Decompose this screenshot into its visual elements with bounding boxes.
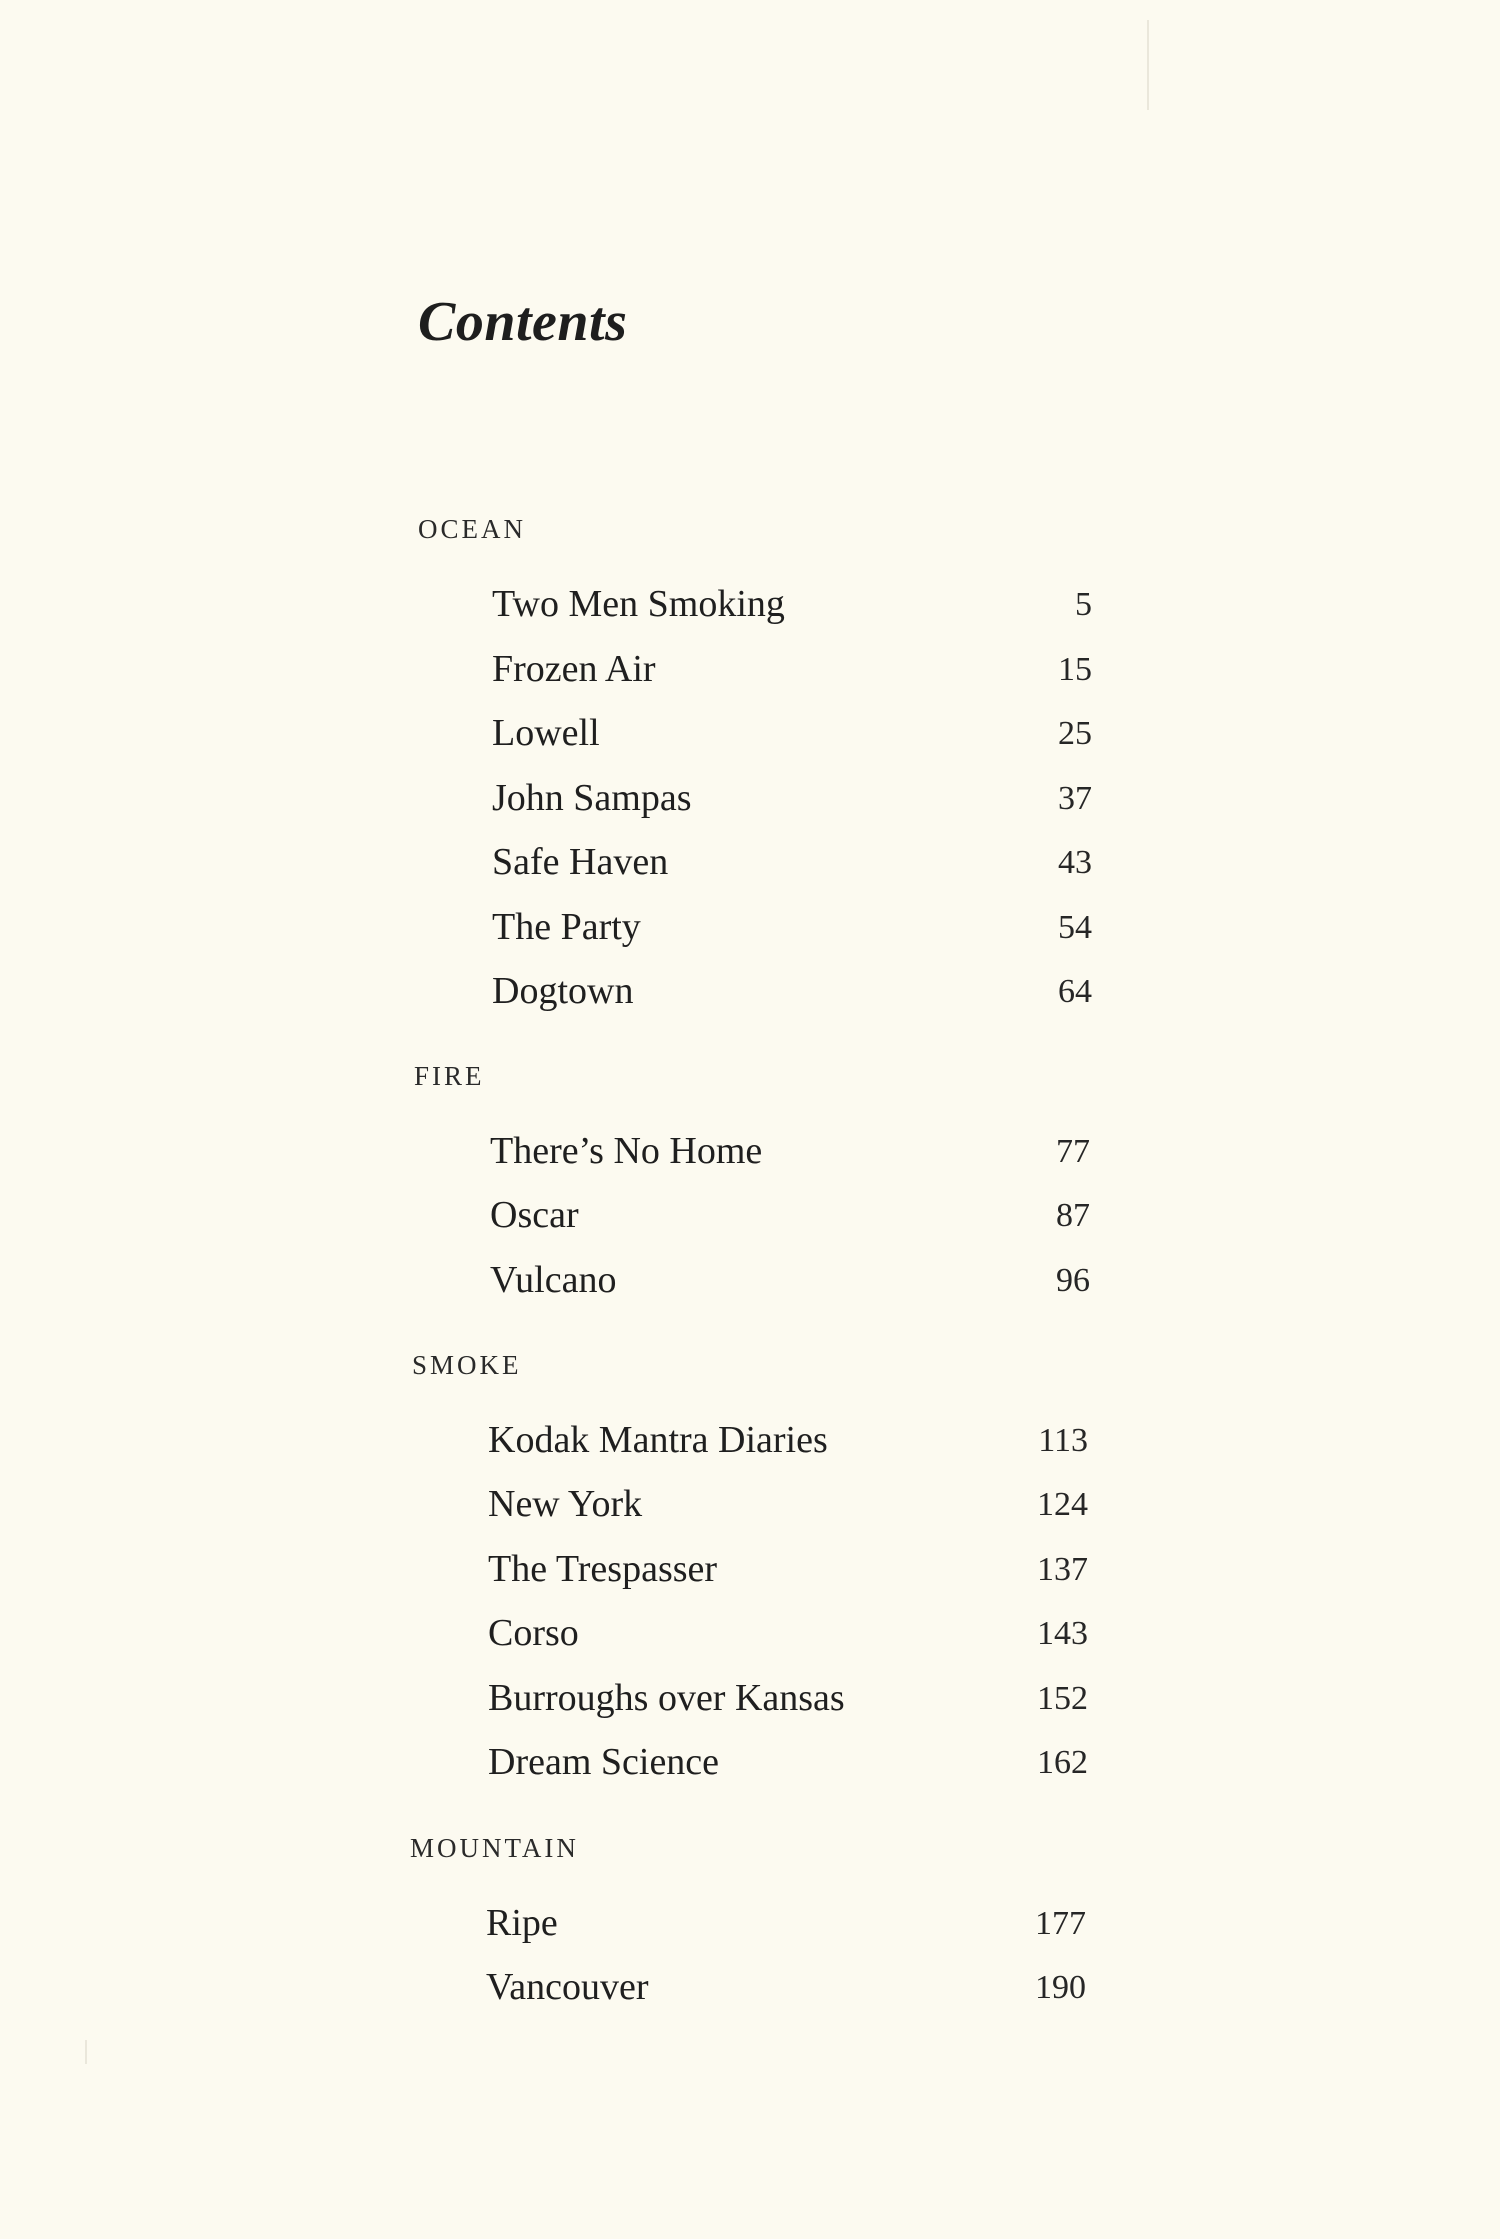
toc-entry[interactable] (492, 711, 1092, 763)
toc-entry-page: 137 (1037, 1551, 1088, 1588)
toc-entry-title: Two Men Smoking (492, 583, 785, 625)
toc-entry[interactable] (486, 1965, 1086, 2017)
section-label-smoke: SMOKE (412, 1350, 522, 1380)
toc-entry[interactable] (488, 1740, 1088, 1792)
paper-speck (1147, 20, 1149, 110)
toc-entry-page: 5 (1075, 586, 1092, 623)
toc-entry-page: 25 (1058, 715, 1092, 752)
section-label-ocean: OCEAN (418, 514, 526, 544)
toc-entry-title: Vulcano (490, 1259, 617, 1301)
toc-entry-title: There’s No Home (490, 1130, 763, 1172)
toc-entry[interactable] (488, 1547, 1088, 1599)
toc-entry-title: Dream Science (488, 1741, 720, 1783)
paper-speck (85, 2040, 87, 2064)
toc-entry-title: The Party (492, 906, 641, 948)
toc-entry-page: 87 (1056, 1197, 1090, 1234)
toc-entry[interactable] (492, 905, 1092, 957)
toc-entry-title: Ripe (486, 1902, 558, 1944)
toc-entry[interactable] (488, 1676, 1088, 1728)
toc-entry-title: Oscar (490, 1194, 579, 1236)
section-label-mountain: MOUNTAIN (410, 1833, 579, 1863)
toc-entry-title: Corso (488, 1612, 579, 1654)
page-title: Contents (418, 291, 628, 353)
toc-entry-page: 77 (1056, 1133, 1090, 1170)
toc-entry-title: The Trespasser (488, 1548, 718, 1590)
toc-entry-title: Burroughs over Kansas (488, 1677, 845, 1719)
section-label-fire: FIRE (414, 1061, 485, 1091)
toc-entry[interactable] (490, 1193, 1090, 1245)
toc-entry[interactable] (488, 1482, 1088, 1534)
toc-entry[interactable] (488, 1418, 1088, 1470)
toc-entry-page: 43 (1058, 844, 1092, 881)
toc-entry[interactable] (492, 969, 1092, 1021)
toc-entry-page: 113 (1038, 1422, 1088, 1459)
toc-entry-title: Frozen Air (492, 648, 656, 690)
toc-entry-page: 15 (1058, 651, 1092, 688)
toc-entry-title: Kodak Mantra Diaries (488, 1419, 828, 1461)
toc-entry-page: 96 (1056, 1262, 1090, 1299)
toc-entry-title: John Sampas (492, 777, 692, 819)
toc-entry-title: New York (488, 1483, 643, 1525)
toc-entry-page: 143 (1037, 1615, 1088, 1652)
toc-entry-page: 152 (1037, 1680, 1088, 1717)
toc-entry[interactable] (490, 1129, 1090, 1181)
toc-entry-title: Dogtown (492, 970, 634, 1012)
toc-entry-page: 177 (1035, 1905, 1086, 1942)
toc-entry[interactable] (492, 647, 1092, 699)
toc-entry-title: Safe Haven (492, 841, 669, 883)
toc-entry[interactable] (486, 1901, 1086, 1953)
toc-entry-page: 190 (1035, 1969, 1086, 2006)
toc-entry-title: Vancouver (486, 1966, 649, 2008)
toc-entry[interactable] (492, 776, 1092, 828)
toc-entry-page: 37 (1058, 780, 1092, 817)
toc-entry-page: 54 (1058, 909, 1092, 946)
toc-entry[interactable] (492, 582, 1092, 634)
toc-entry-title: Lowell (492, 712, 600, 754)
toc-entry-page: 162 (1037, 1744, 1088, 1781)
toc-entry-page: 64 (1058, 973, 1092, 1010)
toc-entry[interactable] (492, 840, 1092, 892)
toc-entry[interactable] (490, 1258, 1090, 1310)
toc-entry[interactable] (488, 1611, 1088, 1663)
toc-entry-page: 124 (1037, 1486, 1088, 1523)
